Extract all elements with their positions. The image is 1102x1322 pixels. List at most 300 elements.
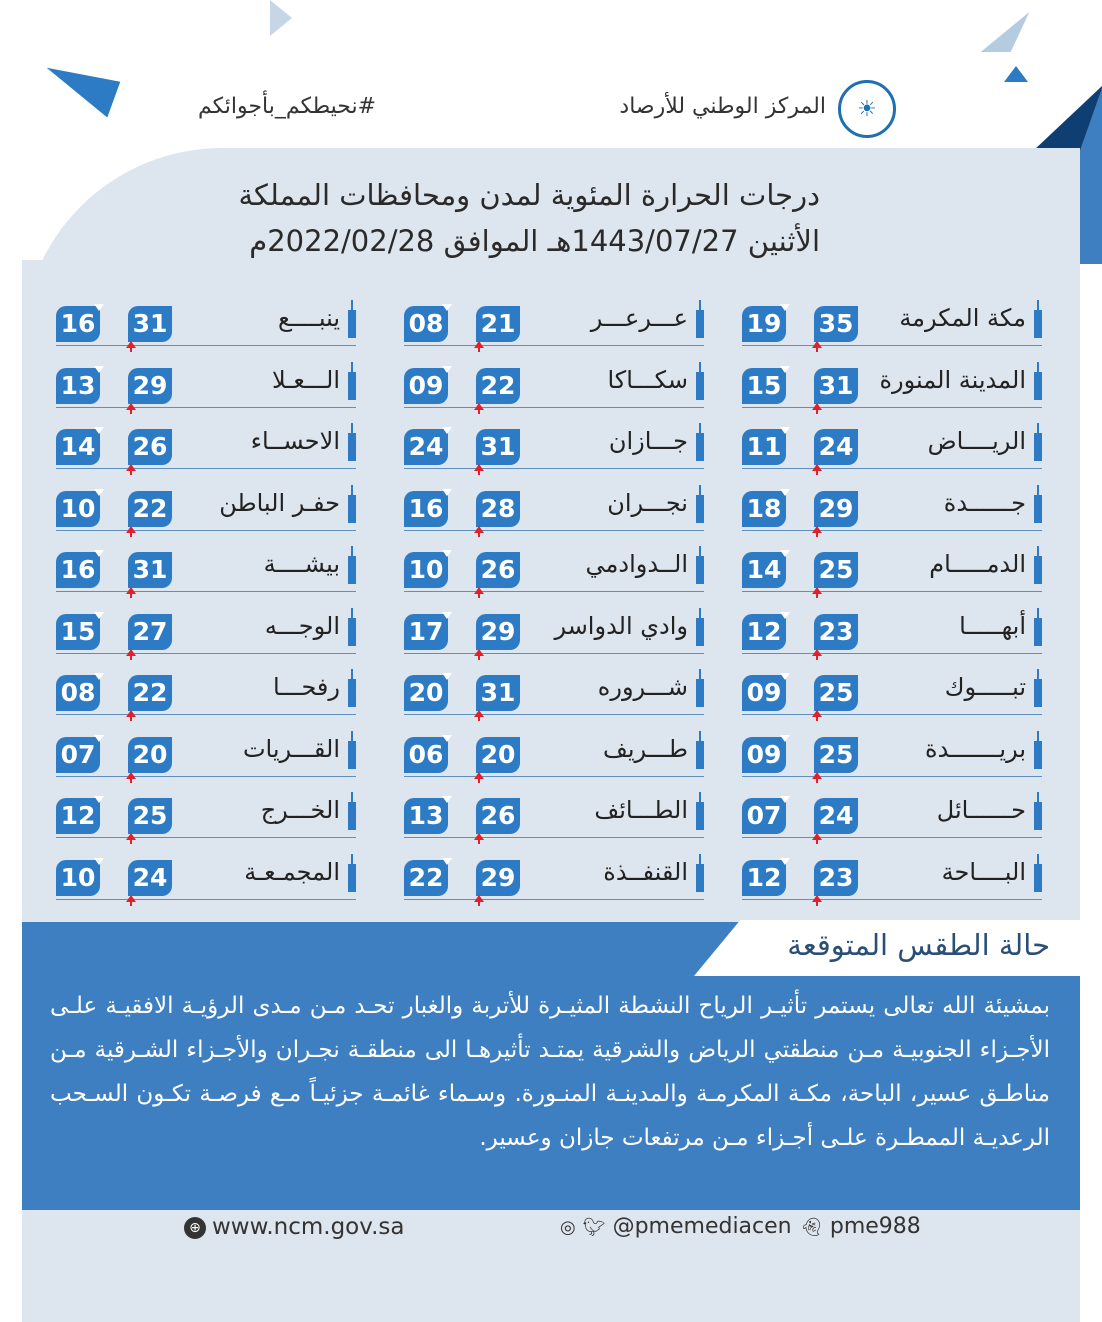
max-temp-badge bbox=[814, 552, 858, 588]
min-temp: 24 bbox=[408, 432, 444, 461]
city-name: الــدوادمي bbox=[585, 550, 688, 578]
row-marker bbox=[1034, 679, 1042, 707]
arrow-up-icon bbox=[126, 587, 136, 594]
city-name: حفـر الباطن bbox=[219, 488, 340, 517]
city-name: شـــروره bbox=[597, 673, 688, 701]
page-title: درجات الحرارة المئوية لمدن ومحافظات المملكة bbox=[238, 178, 820, 212]
min-temp-badge bbox=[56, 675, 100, 711]
snapchat-handle[interactable] bbox=[800, 1214, 921, 1239]
arrow-up-icon bbox=[812, 464, 822, 471]
max-temp: 28 bbox=[480, 493, 516, 523]
max-temp-badge bbox=[128, 614, 172, 650]
city-row bbox=[404, 423, 704, 469]
min-temp-badge bbox=[742, 491, 786, 527]
row-divider bbox=[404, 837, 704, 838]
arrow-up-icon bbox=[474, 895, 484, 902]
city-row bbox=[742, 300, 1042, 346]
min-temp: 10 bbox=[60, 493, 96, 523]
max-temp: 25 bbox=[818, 739, 854, 769]
city-row bbox=[404, 608, 704, 654]
arrow-up-icon bbox=[812, 649, 822, 656]
max-temp: 22 bbox=[132, 678, 168, 707]
arrow-down-icon bbox=[780, 858, 790, 865]
row-divider bbox=[404, 776, 704, 777]
min-temp: 07 bbox=[60, 739, 96, 769]
arrow-up-icon bbox=[126, 710, 136, 717]
arrow-up-icon bbox=[474, 464, 484, 471]
arrow-up-icon bbox=[474, 587, 484, 594]
city-row bbox=[56, 792, 356, 838]
max-temp-badge bbox=[128, 306, 172, 342]
arrow-down-icon bbox=[442, 304, 452, 311]
min-temp-badge bbox=[404, 737, 448, 773]
min-temp: 10 bbox=[60, 862, 96, 892]
arrow-up-icon bbox=[474, 649, 484, 656]
city-row bbox=[742, 362, 1042, 408]
min-temp: 09 bbox=[746, 678, 782, 707]
max-temp: 27 bbox=[132, 616, 168, 646]
city-name: طـــريف bbox=[603, 734, 688, 763]
row-divider bbox=[742, 714, 1042, 715]
city-row bbox=[56, 731, 356, 777]
arrow-up-icon bbox=[474, 772, 484, 779]
max-temp: 25 bbox=[818, 678, 854, 707]
max-temp-badge bbox=[476, 860, 520, 896]
max-temp: 26 bbox=[480, 555, 516, 584]
row-divider bbox=[56, 345, 356, 346]
max-temp-badge bbox=[476, 614, 520, 650]
max-temp: 20 bbox=[480, 739, 516, 769]
arrow-down-icon bbox=[780, 612, 790, 619]
max-temp: 24 bbox=[818, 801, 854, 830]
arrow-up-icon bbox=[126, 833, 136, 840]
arrow-up-icon bbox=[812, 526, 822, 533]
min-temp-badge bbox=[56, 798, 100, 834]
max-temp-badge bbox=[814, 737, 858, 773]
max-temp: 20 bbox=[132, 739, 168, 769]
city-name: سكـــاكا bbox=[607, 365, 688, 394]
organization-name: المركز الوطني للأرصاد bbox=[619, 94, 826, 119]
city-name: المجمـعـة bbox=[244, 857, 340, 886]
row-marker bbox=[696, 556, 704, 584]
max-temp-badge bbox=[128, 675, 172, 711]
arrow-up-icon bbox=[812, 833, 822, 840]
city-row bbox=[742, 669, 1042, 715]
arrow-down-icon bbox=[780, 550, 790, 557]
social-handle-text: @pmemediacen bbox=[612, 1214, 792, 1239]
max-temp: 24 bbox=[132, 862, 168, 892]
city-row bbox=[56, 362, 356, 408]
min-temp-badge bbox=[404, 798, 448, 834]
arrow-down-icon bbox=[442, 427, 452, 434]
arrow-up-icon bbox=[474, 526, 484, 533]
city-row bbox=[56, 300, 356, 346]
row-divider bbox=[404, 407, 704, 408]
website-text: www.ncm.gov.sa bbox=[212, 1214, 405, 1240]
hashtag: #نحيطكم_بأجوائكم bbox=[198, 94, 377, 119]
arrow-down-icon bbox=[780, 673, 790, 680]
arrow-up-icon bbox=[812, 772, 822, 779]
city-name: بريـــــــدة bbox=[925, 734, 1026, 763]
row-marker bbox=[696, 741, 704, 769]
arrow-down-icon bbox=[442, 612, 452, 619]
city-row bbox=[56, 669, 356, 715]
city-name: جـــازان bbox=[608, 427, 688, 455]
arrow-up-icon bbox=[126, 895, 136, 902]
city-name: الخـــرج bbox=[260, 796, 340, 824]
city-row bbox=[742, 546, 1042, 592]
min-temp-badge bbox=[742, 737, 786, 773]
max-temp-badge bbox=[814, 306, 858, 342]
min-temp: 16 bbox=[60, 555, 96, 584]
row-divider bbox=[56, 591, 356, 592]
arrow-up-icon bbox=[126, 772, 136, 779]
city-name: الدمـــــام bbox=[929, 550, 1026, 578]
max-temp-badge bbox=[476, 429, 520, 465]
min-temp-badge bbox=[742, 798, 786, 834]
row-divider bbox=[404, 530, 704, 531]
row-divider bbox=[404, 468, 704, 469]
min-temp-badge bbox=[56, 614, 100, 650]
min-temp-badge bbox=[404, 491, 448, 527]
row-marker bbox=[696, 433, 704, 461]
arrow-down-icon bbox=[442, 858, 452, 865]
max-temp-badge bbox=[476, 368, 520, 404]
min-temp: 16 bbox=[60, 309, 96, 338]
row-marker bbox=[1034, 433, 1042, 461]
city-name: مكة المكرمة bbox=[899, 304, 1026, 332]
city-row bbox=[742, 423, 1042, 469]
max-temp-badge bbox=[128, 798, 172, 834]
city-name: وادي الدواسر bbox=[554, 611, 688, 640]
max-temp: 23 bbox=[818, 862, 854, 892]
min-temp-badge bbox=[404, 860, 448, 896]
arrow-down-icon bbox=[780, 366, 790, 373]
page-date: الأثنين 1443/07/27هـ الموافق 2022/02/28م bbox=[249, 224, 820, 258]
min-temp: 13 bbox=[408, 801, 444, 830]
max-temp: 24 bbox=[818, 432, 854, 461]
arrow-down-icon bbox=[94, 612, 104, 619]
row-divider bbox=[742, 591, 1042, 592]
min-temp: 09 bbox=[746, 739, 782, 769]
arrow-up-icon bbox=[126, 649, 136, 656]
min-temp: 06 bbox=[408, 739, 444, 769]
city-row bbox=[742, 731, 1042, 777]
min-temp: 08 bbox=[60, 678, 96, 707]
city-row bbox=[404, 792, 704, 838]
arrow-down-icon bbox=[94, 489, 104, 496]
min-temp: 22 bbox=[408, 862, 444, 892]
city-name: حــــــائل bbox=[936, 796, 1026, 824]
snapchat-handle-text: pme988 bbox=[829, 1214, 921, 1239]
max-temp-badge bbox=[814, 368, 858, 404]
arrow-down-icon bbox=[94, 304, 104, 311]
arrow-down-icon bbox=[442, 735, 452, 742]
globe-icon: ⊕ bbox=[184, 1217, 206, 1239]
row-marker bbox=[696, 864, 704, 892]
min-temp: 13 bbox=[60, 370, 96, 400]
max-temp: 21 bbox=[480, 309, 516, 338]
arrow-up-icon bbox=[126, 341, 136, 348]
row-divider bbox=[742, 407, 1042, 408]
max-temp: 29 bbox=[480, 616, 516, 646]
max-temp: 26 bbox=[132, 432, 168, 461]
row-divider bbox=[404, 653, 704, 654]
max-temp: 22 bbox=[480, 370, 516, 400]
min-temp-badge bbox=[56, 860, 100, 896]
row-marker bbox=[696, 372, 704, 400]
decor-triangle bbox=[270, 0, 292, 36]
arrow-down-icon bbox=[442, 550, 452, 557]
arrow-down-icon bbox=[94, 735, 104, 742]
max-temp: 31 bbox=[132, 555, 168, 584]
city-name: تبـــــوك bbox=[944, 673, 1026, 701]
row-marker bbox=[348, 556, 356, 584]
arrow-down-icon bbox=[780, 489, 790, 496]
max-temp: 22 bbox=[132, 493, 168, 523]
row-marker bbox=[348, 433, 356, 461]
arrow-down-icon bbox=[442, 796, 452, 803]
city-row bbox=[404, 362, 704, 408]
row-marker bbox=[348, 802, 356, 830]
row-marker bbox=[348, 741, 356, 769]
city-name: نجـــران bbox=[607, 488, 688, 517]
max-temp-badge bbox=[476, 306, 520, 342]
row-divider bbox=[56, 899, 356, 900]
arrow-up-icon bbox=[474, 403, 484, 410]
city-name: الـــعـلا bbox=[271, 365, 340, 394]
row-marker bbox=[1034, 864, 1042, 892]
arrow-up-icon bbox=[474, 833, 484, 840]
city-row bbox=[56, 546, 356, 592]
city-row bbox=[56, 423, 356, 469]
row-marker bbox=[348, 495, 356, 523]
snapchat-icon: 👻︎ bbox=[800, 1217, 823, 1238]
max-temp-badge bbox=[814, 860, 858, 896]
min-temp-badge bbox=[56, 306, 100, 342]
min-temp-badge bbox=[742, 429, 786, 465]
city-row bbox=[404, 854, 704, 900]
arrow-down-icon bbox=[780, 427, 790, 434]
row-divider bbox=[742, 530, 1042, 531]
row-divider bbox=[56, 653, 356, 654]
row-divider bbox=[56, 468, 356, 469]
arrow-up-icon bbox=[126, 403, 136, 410]
min-temp-badge bbox=[404, 368, 448, 404]
city-name: الاحســاء bbox=[250, 427, 340, 455]
city-name: المدينة المنورة bbox=[879, 365, 1026, 394]
city-row bbox=[742, 792, 1042, 838]
max-temp: 25 bbox=[818, 555, 854, 584]
max-temp: 31 bbox=[818, 370, 854, 400]
city-row bbox=[742, 608, 1042, 654]
min-temp: 15 bbox=[746, 370, 782, 400]
min-temp-badge bbox=[404, 306, 448, 342]
min-temp: 17 bbox=[408, 616, 444, 646]
arrow-up-icon bbox=[812, 710, 822, 717]
min-temp: 07 bbox=[746, 801, 782, 830]
row-marker bbox=[1034, 618, 1042, 646]
row-marker bbox=[348, 618, 356, 646]
decor-triangle bbox=[38, 56, 121, 117]
city-name: الريــــاض bbox=[927, 427, 1026, 455]
min-temp: 15 bbox=[60, 616, 96, 646]
city-row bbox=[404, 300, 704, 346]
max-temp-badge bbox=[814, 798, 858, 834]
max-temp-badge bbox=[128, 491, 172, 527]
max-temp: 29 bbox=[480, 862, 516, 892]
row-divider bbox=[742, 899, 1042, 900]
city-name: ينبــــع bbox=[277, 304, 340, 332]
city-name: رفحـــا bbox=[273, 673, 340, 701]
arrow-up-icon bbox=[474, 341, 484, 348]
arrow-up-icon bbox=[812, 341, 822, 348]
max-temp: 29 bbox=[818, 493, 854, 523]
city-row bbox=[56, 485, 356, 531]
arrow-down-icon bbox=[780, 735, 790, 742]
city-name: البــــاحة bbox=[941, 857, 1026, 886]
row-marker bbox=[348, 372, 356, 400]
min-temp: 10 bbox=[408, 555, 444, 584]
row-marker bbox=[348, 310, 356, 338]
arrow-up-icon bbox=[812, 587, 822, 594]
min-temp: 11 bbox=[746, 432, 782, 461]
row-marker bbox=[696, 618, 704, 646]
max-temp-badge bbox=[476, 552, 520, 588]
row-marker bbox=[1034, 372, 1042, 400]
min-temp: 16 bbox=[408, 493, 444, 523]
row-divider bbox=[56, 776, 356, 777]
max-temp-badge bbox=[128, 552, 172, 588]
arrow-up-icon bbox=[126, 526, 136, 533]
row-marker bbox=[696, 495, 704, 523]
city-name: القنفــذة bbox=[603, 857, 688, 886]
row-divider bbox=[742, 468, 1042, 469]
arrow-down-icon bbox=[780, 304, 790, 311]
max-temp-badge bbox=[476, 675, 520, 711]
row-divider bbox=[56, 530, 356, 531]
city-row bbox=[404, 669, 704, 715]
row-marker bbox=[1034, 556, 1042, 584]
min-temp-badge bbox=[742, 552, 786, 588]
social-handle[interactable] bbox=[560, 1214, 792, 1239]
decor-triangle bbox=[981, 12, 1030, 52]
min-temp-badge bbox=[56, 737, 100, 773]
min-temp-badge bbox=[404, 675, 448, 711]
min-temp-badge bbox=[742, 860, 786, 896]
row-marker bbox=[348, 864, 356, 892]
city-row bbox=[56, 608, 356, 654]
max-temp-badge bbox=[128, 368, 172, 404]
arrow-down-icon bbox=[94, 858, 104, 865]
row-marker bbox=[1034, 802, 1042, 830]
row-divider bbox=[742, 837, 1042, 838]
max-temp-badge bbox=[476, 798, 520, 834]
max-temp: 29 bbox=[132, 370, 168, 400]
arrow-down-icon bbox=[94, 673, 104, 680]
city-name: جــــــدة bbox=[943, 488, 1026, 517]
row-marker bbox=[696, 802, 704, 830]
row-divider bbox=[742, 776, 1042, 777]
min-temp-badge bbox=[742, 368, 786, 404]
min-temp: 19 bbox=[746, 309, 782, 338]
row-divider bbox=[404, 714, 704, 715]
max-temp-badge bbox=[476, 491, 520, 527]
min-temp-badge bbox=[56, 368, 100, 404]
max-temp-badge bbox=[128, 429, 172, 465]
row-divider bbox=[56, 837, 356, 838]
city-row bbox=[56, 854, 356, 900]
max-temp: 25 bbox=[132, 801, 168, 830]
max-temp: 26 bbox=[480, 801, 516, 830]
city-name: أبهـــــا bbox=[959, 611, 1026, 640]
row-divider bbox=[404, 591, 704, 592]
city-row bbox=[742, 485, 1042, 531]
ncm-logo-icon: ☀ bbox=[838, 80, 896, 138]
min-temp-badge bbox=[404, 614, 448, 650]
min-temp-badge bbox=[742, 306, 786, 342]
instagram-icon: ◎ bbox=[560, 1217, 576, 1238]
row-divider bbox=[742, 345, 1042, 346]
row-marker bbox=[1034, 741, 1042, 769]
min-temp: 14 bbox=[60, 432, 96, 461]
min-temp: 20 bbox=[408, 678, 444, 707]
city-name: عـــرعـــر bbox=[590, 304, 688, 332]
arrow-down-icon bbox=[94, 550, 104, 557]
min-temp-badge bbox=[56, 491, 100, 527]
max-temp: 23 bbox=[818, 616, 854, 646]
row-marker bbox=[696, 310, 704, 338]
row-divider bbox=[56, 714, 356, 715]
min-temp: 12 bbox=[746, 862, 782, 892]
row-marker bbox=[696, 679, 704, 707]
city-name: القـــريات bbox=[242, 734, 340, 763]
max-temp-badge bbox=[814, 491, 858, 527]
row-marker bbox=[348, 679, 356, 707]
row-marker bbox=[1034, 495, 1042, 523]
max-temp-badge bbox=[814, 614, 858, 650]
row-marker bbox=[1034, 310, 1042, 338]
min-temp-badge bbox=[56, 552, 100, 588]
arrow-down-icon bbox=[442, 366, 452, 373]
min-temp: 12 bbox=[746, 616, 782, 646]
forecast-text: بمشيئة الله تعالى يستمر تأثيـر الرياح النشطة المثيـرة للأتربة والغبار تحـد مـن مـدى الرؤيـة الافقيـة علـى الأجـزاء الجنوبيـة مـن منطقتي الرياض والشرقية يمتـد تأثيرهـا الى منطقـة نجـران والأجـزاء الشـرقية مـن مناطـق عسير، الباحة، مكـة المكرمـة والمدينـة المنـورة. وسـماء غائمـة جزئيـاً مـع فرصـة تكـون السـحب الرعديـة الممطـرة علـى أجـزاء مـن مرتفعات جازان وعسير. bbox=[50, 993, 1050, 1151]
arrow-down-icon bbox=[94, 366, 104, 373]
website-link[interactable] bbox=[184, 1214, 404, 1240]
arrow-up-icon bbox=[126, 464, 136, 471]
arrow-down-icon bbox=[442, 489, 452, 496]
city-row bbox=[742, 854, 1042, 900]
min-temp-badge bbox=[56, 429, 100, 465]
city-row bbox=[404, 731, 704, 777]
arrow-up-icon bbox=[812, 895, 822, 902]
decor-triangle bbox=[1004, 66, 1028, 82]
max-temp-badge bbox=[128, 737, 172, 773]
arrow-down-icon bbox=[780, 796, 790, 803]
row-divider bbox=[742, 653, 1042, 654]
row-divider bbox=[404, 899, 704, 900]
city-name: الطـــائف bbox=[594, 796, 688, 824]
min-temp-badge bbox=[404, 429, 448, 465]
max-temp-badge bbox=[128, 860, 172, 896]
max-temp: 31 bbox=[132, 309, 168, 338]
min-temp: 08 bbox=[408, 309, 444, 338]
arrow-up-icon bbox=[474, 710, 484, 717]
arrow-down-icon bbox=[94, 796, 104, 803]
arrow-up-icon bbox=[812, 403, 822, 410]
min-temp-badge bbox=[742, 675, 786, 711]
city-row bbox=[404, 485, 704, 531]
